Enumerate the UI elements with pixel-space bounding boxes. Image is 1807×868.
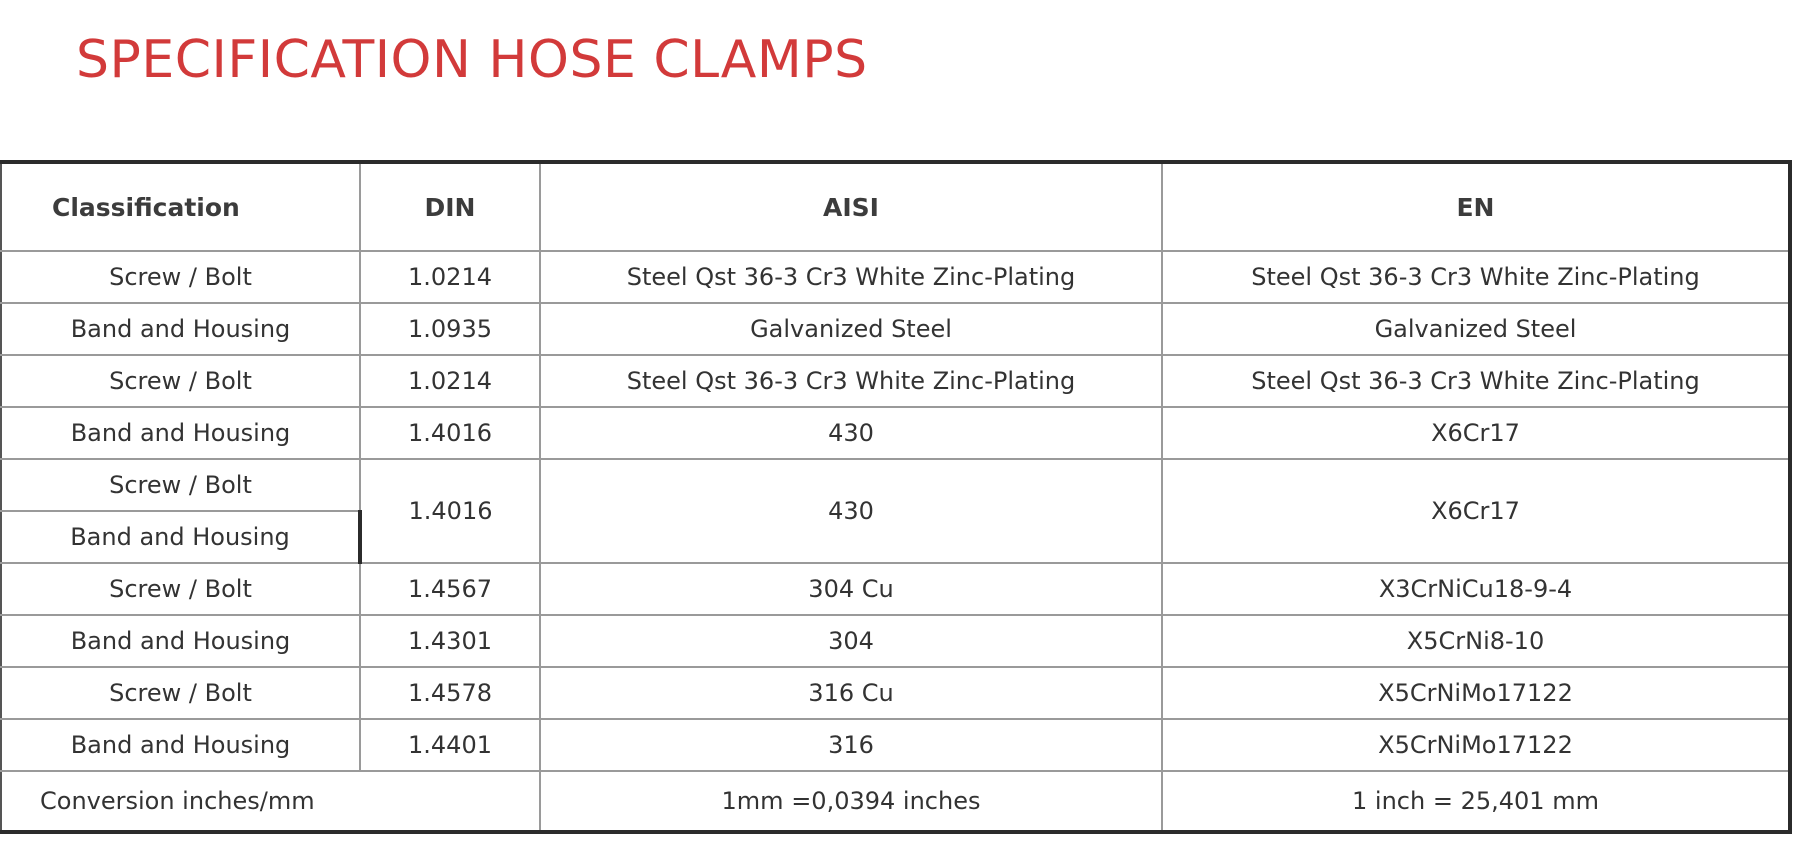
header-classification: Classification xyxy=(1,162,360,251)
cell-aisi: 430 xyxy=(540,459,1162,563)
cell-en: X6Cr17 xyxy=(1162,407,1790,459)
cell-en: Galvanized Steel xyxy=(1162,303,1790,355)
cell-classification: Band and Housing xyxy=(1,615,360,667)
cell-din: 1.4567 xyxy=(360,563,540,615)
cell-aisi: 430 xyxy=(540,407,1162,459)
cell-classification: Screw / Bolt xyxy=(1,459,360,511)
conversion-row xyxy=(1,771,1790,832)
cell-din: 1.4016 xyxy=(360,459,540,563)
table-row xyxy=(1,719,1790,771)
cell-en: Steel Qst 36-3 Cr3 White Zinc-Plating xyxy=(1162,251,1790,303)
cell-din: 1.4301 xyxy=(360,615,540,667)
table-row xyxy=(1,563,1790,615)
cell-classification: Screw / Bolt xyxy=(1,355,360,407)
table-row xyxy=(1,303,1790,355)
cell-en: X6Cr17 xyxy=(1162,459,1790,563)
table-row xyxy=(1,355,1790,407)
spec-table xyxy=(0,160,1792,834)
cell-en: X5CrNiMo17122 xyxy=(1162,667,1790,719)
cell-aisi: 304 Cu xyxy=(540,563,1162,615)
conversion-label: Conversion inches/mm xyxy=(1,771,540,832)
cell-aisi: 304 xyxy=(540,615,1162,667)
table-row xyxy=(1,251,1790,303)
cell-classification: Band and Housing xyxy=(1,407,360,459)
cell-aisi: 316 Cu xyxy=(540,667,1162,719)
cell-din: 1.0214 xyxy=(360,251,540,303)
table-row xyxy=(1,407,1790,459)
cell-classification: Band and Housing xyxy=(1,303,360,355)
cell-en: X5CrNiMo17122 xyxy=(1162,719,1790,771)
conversion-en: 1 inch = 25,401 mm xyxy=(1162,771,1790,832)
cell-aisi: Steel Qst 36-3 Cr3 White Zinc-Plating xyxy=(540,251,1162,303)
cell-en: X3CrNiCu18-9-4 xyxy=(1162,563,1790,615)
cell-din: 1.4401 xyxy=(360,719,540,771)
cell-din: 1.4016 xyxy=(360,407,540,459)
header-row xyxy=(1,162,1790,251)
cell-din: 1.4578 xyxy=(360,667,540,719)
cell-classification: Screw / Bolt xyxy=(1,563,360,615)
table-row xyxy=(1,667,1790,719)
header-aisi: AISI xyxy=(540,162,1162,251)
table-row xyxy=(1,615,1790,667)
cell-classification: Band and Housing xyxy=(1,511,360,563)
header-en: EN xyxy=(1162,162,1790,251)
cell-aisi: Steel Qst 36-3 Cr3 White Zinc-Plating xyxy=(540,355,1162,407)
conversion-aisi: 1mm =0,0394 inches xyxy=(540,771,1162,832)
cell-en: X5CrNi8-10 xyxy=(1162,615,1790,667)
cell-aisi: Galvanized Steel xyxy=(540,303,1162,355)
cell-classification: Band and Housing xyxy=(1,719,360,771)
cell-classification: Screw / Bolt xyxy=(1,251,360,303)
table-row xyxy=(1,459,1790,511)
header-din: DIN xyxy=(360,162,540,251)
cell-din: 1.0935 xyxy=(360,303,540,355)
cell-classification: Screw / Bolt xyxy=(1,667,360,719)
cell-en: Steel Qst 36-3 Cr3 White Zinc-Plating xyxy=(1162,355,1790,407)
page-title: SPECIFICATION HOSE CLAMPS xyxy=(76,30,868,90)
cell-aisi: 316 xyxy=(540,719,1162,771)
cell-din: 1.0214 xyxy=(360,355,540,407)
